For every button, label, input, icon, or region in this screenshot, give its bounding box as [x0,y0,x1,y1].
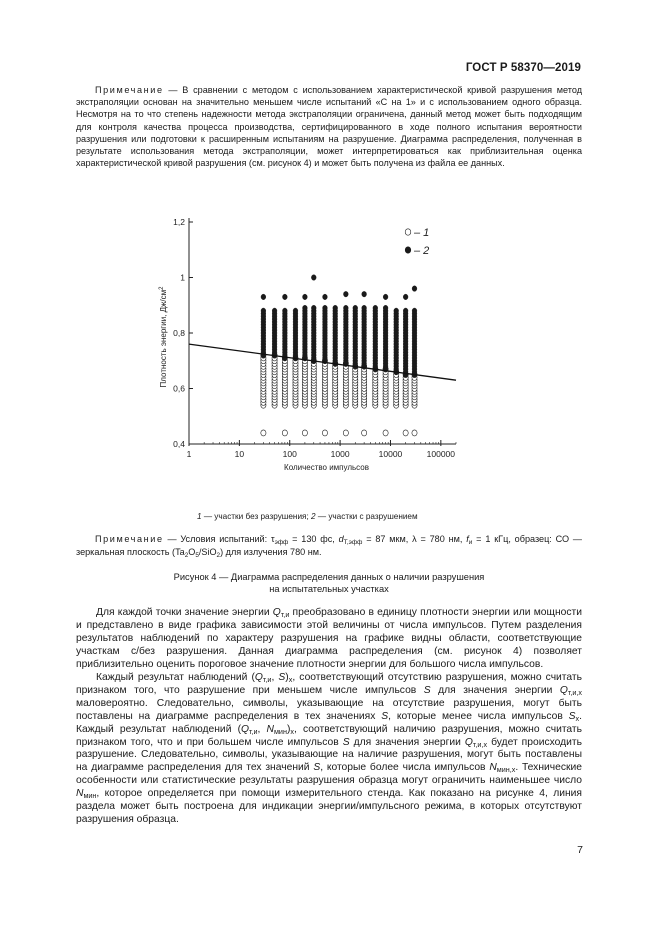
point-damage [383,294,388,300]
p2-s5: т,и [249,726,258,736]
point-damage [282,308,287,314]
page-number: 7 [577,844,583,856]
point-no-damage [282,430,287,436]
x-tick-label: 10000 [378,449,403,459]
y-tick-label: 0,8 [173,328,185,338]
p2-s8: т,и,x [472,739,488,749]
note2-t3: = 87 мкм, λ = 780 нм, [362,534,467,544]
point-no-damage [343,430,348,436]
p2-t6: маловероятно. Следовательно, символы, указывающие на отсутствие разрушения, могут быть поставлены на диаграмме распределения в тех значениях [76,697,582,722]
note2-f: f [466,534,469,544]
paragraph-1 [76,607,582,672]
note-paragraph [76,84,582,169]
point-no-damage [383,430,388,436]
note2-t7: ) для излучения 780 нм. [220,546,322,557]
p1-q: Q [272,607,281,618]
legend-label: – 1 [414,227,430,239]
note2-s3: и [468,539,473,546]
y-tick-label: 1,2 [173,217,185,227]
point-damage [272,308,277,314]
point-damage [311,275,316,281]
point-damage [353,305,358,311]
x-tick-label: 1000 [330,449,350,459]
paragraph-2 [76,672,582,827]
p2-s10: мин [83,791,97,801]
p2-t3: ) [285,671,289,683]
point-damage [383,305,388,311]
p2-t13: будет происходить разрушение. Следовательно, символы, указывающие на наличие разрушения, могут быть поставлены на диаграмме распределения для тех значений [76,736,582,774]
p2-s6: мин [273,726,287,736]
legend-label: – 2 [414,245,430,257]
point-no-damage [362,430,367,436]
note2-t4: = 1 кГц, образец: СО — зеркальная плоскость (Ta [76,534,583,557]
y-axis-label-superscript: 2 [159,286,165,290]
point-damage [302,294,307,300]
p2-t8: . Каждый результат наблюдений ( [76,710,583,735]
point-damage [333,305,338,311]
p2-t4: , соответствующий отсутствию разрушения, можно считать признаком того, что разрушение при меньшем числе импульсов [76,671,582,696]
note2-s1: эфф [274,539,289,546]
p2-sv5: S [342,736,350,748]
y-tick-label: 0,4 [173,439,185,449]
note2-t1: — Условия испытаний: τ [163,534,275,544]
p2-q3: Q [241,723,250,735]
p2-s2: x [288,674,293,684]
chart-points [261,275,417,436]
p2-sv4: S [568,710,576,722]
note-label: Примечание [95,85,164,95]
p2-sv1: S [278,671,286,683]
legend-caption-text1: — участки без разрушения; [201,512,312,521]
point-damage [302,305,307,311]
legend-caption-num2: 2 [311,512,316,521]
p2-n1: N [266,723,274,735]
legend-marker [405,247,411,253]
x-tick-label: 1 [186,449,192,459]
note2-s2: Т,эфф [343,539,363,546]
legend-caption-num1: 1 [197,512,202,521]
note2-s5: 5 [195,551,199,559]
p2-t11: , соответствующий наличию разрушения, можно считать признаком того, что и при большем числе импульсов [76,723,582,748]
figure-caption [76,571,582,596]
note2-t5: O [188,546,196,557]
point-no-damage [322,430,327,436]
p2-t7: , которые менее числа импульсов [388,710,569,722]
point-no-damage [412,430,417,436]
point-damage [362,305,367,311]
chart-legend [405,227,429,257]
p2-t15: . Технические особенности или статистические результаты разрушения образца могут ограничить наименьшее число [76,762,582,787]
p2-t9: , [257,723,267,735]
p2-sv2: S [423,684,431,696]
point-damage [343,291,348,297]
p2-s1: т,и [262,674,272,684]
body-text [76,607,582,827]
y-tick-label: 0,6 [173,383,185,394]
figure-chart [150,210,470,488]
x-tick-label: 100 [282,449,297,459]
x-tick-label: 10 [234,449,245,459]
note-text: — В сравнении с методом с использованием характеристической кривой разрушения метод экстраполяции основан на значительно меньшем числе испытаний «С на 1» и с использованием одного образца. Несмотря на то что степень надежности метода экстраполяции ограничена, данный метод может быть подходящим для контроля качества процесса производства, сертифицированного в ходе полного испытания вероятности разрушения или подготовки к расширенным испытаниям на разрушение. Диаграмма распределения, полученная в результате использования метода экстраполяции, может интерпретироваться как приблизительная оценка характеристической кривой разрушения (см. рисунок 4) и может быть получена из файла ее данных. [76,85,582,169]
p2-sv6: S [313,762,321,774]
test-conditions-note [76,533,582,558]
point-damage [394,308,399,314]
point-damage [412,308,417,314]
figure-caption-line2: на испытательных участках [269,584,389,595]
p2-s9: мин,x [496,765,516,775]
point-damage [403,294,408,300]
point-damage [311,305,316,311]
point-damage [293,308,298,314]
p2-t5: для значения энергии [430,684,560,696]
point-damage [261,308,266,314]
p1-t2: преобразовано в единицу плотности энергии или мощности и представлено в виде графика зависимости этой величины от числа импульсов. Путем разделения результатов наблюдений по характеру разрушения на графике видны области, соответствующие участкам с/без разрушения. Данная диаграмма распределения (см. рисунок 4) позволяет приблизительно оценить пороговое значение плотности энергии для большого числа импульсов. [76,607,582,670]
p1-t1: Для каждой точки значение энергии [96,607,273,618]
point-damage [412,286,417,292]
legend-marker [405,229,411,235]
y-axis-label: Плотность энергии, $Дж/см^2$ [159,286,168,388]
p2-t1: Каждый результат наблюдений ( [96,671,255,683]
p2-s4: x [575,713,580,723]
figure-caption-line1: Рисунок 4 — Диаграмма распределения данных о наличии разрушения [173,572,485,582]
point-damage [261,294,266,300]
x-axis-label: Количество импульсов [284,463,369,472]
legend-caption [197,512,418,521]
legend-caption-text2: — участки с разрушением [315,512,418,521]
point-damage [373,305,378,311]
document-header: ГОСТ Р 58370—2019 [465,62,581,74]
p2-t10: ) [286,723,291,735]
note2-d: d [338,534,344,544]
note2-label: Примечание [95,534,164,544]
point-damage [343,305,348,311]
point-damage [323,294,328,300]
p2-q2: Q [559,684,568,696]
point-damage [323,305,328,311]
p2-s3: т,и,x [567,687,583,697]
point-damage [282,294,287,300]
note2-s6: 2 [216,551,221,559]
note2-s4: 2 [184,551,189,559]
scatter-chart [150,210,470,488]
p2-s7: x [290,726,294,736]
p2-q1: Q [254,671,263,683]
p2-sv3: S [381,710,389,722]
point-damage [403,308,408,314]
point-no-damage [261,430,266,436]
p1-s1: т,и [280,610,290,619]
p2-t14: , которые более числа импульсов [320,762,490,774]
p2-q4: Q [464,736,473,748]
x-tick-label: 100000 [426,449,456,459]
p2-n2: N [489,762,497,774]
note2-t6: /SiO [198,546,217,557]
point-no-damage [403,430,408,436]
p2-n3: N [76,788,84,800]
p2-t2: , [271,671,279,683]
note2-t2: = 130 фс, [288,534,339,544]
p2-t12: для значения энергии [349,736,465,748]
p2-t16: , которое определяется при помощи измерительного стенда. Как показано на рисунке 4, линия раздела может быть построена для индикации энергии/импульсного режима, в которых отсутствуют разрушения образца. [76,788,582,826]
y-tick-label: 1 [180,272,185,283]
point-damage [362,291,367,297]
point-no-damage [302,430,307,436]
